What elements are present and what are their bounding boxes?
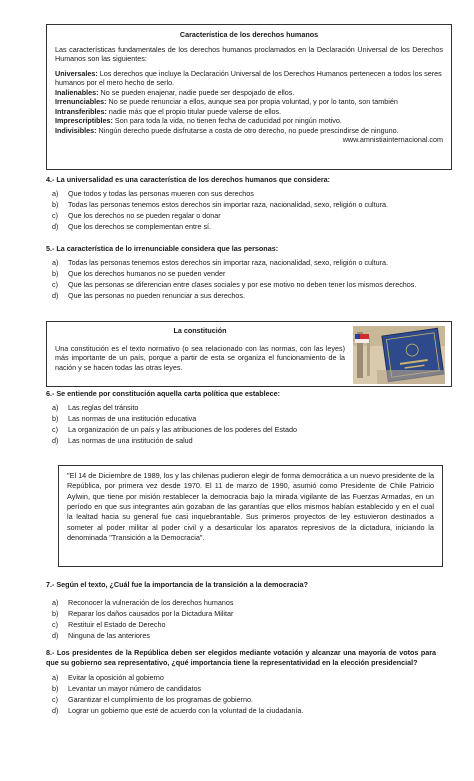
question-4-options (46, 189, 436, 232)
transition-quote-box (58, 465, 443, 567)
option-letter: a) (52, 188, 59, 198)
question-8-options (46, 673, 436, 716)
definition-text: Ningún derecho puede disfrutarse a costa de otro derecho, no puede prescindirse de ninguno. (96, 125, 399, 135)
option-text: Todas las personas tenemos estos derechos sin importar raza, nacionalidad, sexo, religión o cultura. (68, 199, 389, 209)
definition-irrenunciables (55, 97, 443, 107)
rights-box-title: Característica de los derechos humanos (179, 30, 319, 39)
definition-indivisibles (55, 126, 443, 136)
option-letter: b) (52, 268, 59, 278)
definition-term: Universales: (55, 68, 98, 78)
rights-definition-list (55, 69, 443, 136)
option-5d[interactable] (46, 291, 436, 301)
constitution-book-illustration (353, 326, 445, 384)
option-letter: a) (52, 673, 59, 682)
question-8-text: 8.- Los presidentes de la República deben ser elegidos mediante votación y alcanzar una mayoría de votos para que su gobierno sea representativo, ¿qué importancia tiene la representatividad en la elección presidencial? (46, 648, 436, 667)
option-letter: b) (52, 608, 59, 618)
option-letter: b) (52, 684, 59, 693)
constitution-book-image (353, 326, 445, 384)
option-text: Las normas de una institución de salud (68, 435, 193, 445)
question-6-text: 6.- Se entiende por constitución aquella carta política que establece: (46, 389, 281, 398)
option-7c[interactable] (46, 620, 436, 630)
question-5-text: 5.- La característica de lo irrenunciable considera que las personas: (46, 244, 279, 253)
definition-text: Son para toda la vida, no tienen fecha de caducidad por ningún motivo. (112, 116, 342, 125)
option-4d[interactable] (46, 222, 436, 232)
option-5b[interactable] (46, 269, 436, 279)
question-7 (46, 580, 436, 642)
source-website: www.amnistiainternacional.com (342, 135, 443, 144)
constitution-box (46, 321, 452, 387)
option-letter: d) (52, 435, 59, 445)
option-6a[interactable] (46, 403, 436, 413)
option-text: Reparar los daños causados por la Dictadura Militar (68, 608, 234, 618)
option-8c[interactable] (46, 695, 436, 705)
question-7-options (46, 598, 436, 641)
option-text: Las reglas del tránsito (68, 402, 139, 412)
option-text: Las normas de una institución educativa (68, 413, 197, 423)
option-letter: d) (52, 630, 59, 640)
definition-imprescriptibles (55, 116, 443, 126)
option-text: Todas las personas tenemos estos derechos sin importar raza, nacionalidad, sexo, religión o cultura. (68, 257, 389, 267)
definition-text: No se pueden enajenar, nadie puede ser despojado de ellos. (98, 87, 295, 97)
option-8d[interactable] (46, 706, 436, 716)
option-7d[interactable] (46, 631, 436, 641)
option-8a[interactable] (46, 673, 436, 683)
definition-term: Intransferibles: (55, 106, 107, 116)
option-letter: a) (52, 402, 59, 412)
rights-box-intro: Las características fundamentales de los derechos humanos proclamados en la Declaración Universal de los Derechos Humanos son las siguientes: (55, 44, 443, 63)
definition-term: Indivisibles: (55, 125, 97, 135)
question-7-text: 7.- Según el texto, ¿Cuál fue la importancia de la transición a la democracia? (46, 580, 309, 589)
option-letter: c) (52, 210, 58, 220)
option-letter: d) (52, 221, 59, 231)
option-text: Garantizar el cumplimiento de los programas de gobierno. (68, 695, 253, 704)
option-text: Levantar un mayor número de candidatos (68, 684, 202, 693)
option-6b[interactable] (46, 414, 436, 424)
definition-text: No se puede renunciar a ellos, aunque sea por propia voluntad, y por lo tanto, son también (106, 97, 398, 106)
option-text: Que los derechos no se pueden regalar o donar (68, 210, 221, 220)
option-text: Reconocer la vulneración de los derechos humanos (68, 597, 234, 607)
definition-text: nadie más que el propio titular puede valerse de ellos. (106, 106, 282, 116)
option-text: Ninguna de las anteriores (68, 630, 150, 640)
definition-text: Los derechos que incluye la Declaración Universal de los Derechos Humanos pertenecen a todos los seres humanos por el mero hecho de serlo. (55, 68, 442, 87)
definition-term: Imprescriptibles: (55, 116, 113, 125)
rights-box (46, 24, 452, 170)
option-8b[interactable] (46, 684, 436, 694)
option-letter: b) (52, 199, 59, 209)
option-text: La organización de un país y las atribuciones de los poderes del Estado (68, 424, 297, 434)
option-5c[interactable] (46, 280, 436, 290)
option-letter: c) (52, 279, 58, 289)
option-letter: c) (52, 424, 58, 434)
option-5a[interactable] (46, 258, 436, 268)
option-letter: c) (52, 695, 58, 704)
option-letter: d) (52, 290, 59, 300)
definition-term: Irrenunciables: (55, 97, 107, 106)
transition-quote-text: "El 14 de Diciembre de 1989, los y las chilenas pudieron elegir de forma democrática a un nuevo presidente de la República, por primera vez desde 1970. El 11 de marzo de 1990, asumió como Presidente de Chile Patricio Aylwin, que tiene por misión restablecer la democracia bajo la mirada vigilante de las Fuerzas Armadas, en un período en que sus integrantes aún gozaban de las garantías que ellos mismos habían establecido y en el cual la lealtad hacia su general fue casi inquebrantable. Sus primeros proyectos de ley estuvieron destinados a someter al poder militar al poder civil y a desarticular los aparatos represivos de la dictadura, iniciando la denominada "Transición a la Democracia". (67, 471, 434, 543)
option-4b[interactable] (46, 200, 436, 210)
constitution-box-text: Una constitución es el texto normativo (o sea relacionado con las normas, con las leyes) más importante de un país, porque a partir de esta se organiza el funcionamiento de la nación y se hacen todas las otras leyes. (55, 343, 345, 372)
option-7b[interactable] (46, 609, 436, 619)
option-6d[interactable] (46, 436, 436, 446)
question-4 (46, 175, 436, 233)
question-8 (46, 648, 436, 717)
option-text: Que los derechos humanos no se pueden vender (68, 268, 226, 278)
definition-intransferibles (55, 107, 443, 117)
option-text: Que las personas no pueden renunciar a sus derechos. (68, 290, 246, 300)
option-4c[interactable] (46, 211, 436, 221)
option-7a[interactable] (46, 598, 436, 608)
question-6 (46, 389, 436, 447)
option-text: Que todos y todas las personas mueren con sus derechos (68, 188, 254, 198)
option-4a[interactable] (46, 189, 436, 199)
option-letter: b) (52, 413, 59, 423)
definition-universales (55, 69, 443, 88)
option-letter: d) (52, 706, 59, 715)
option-letter: c) (52, 619, 58, 629)
option-6c[interactable] (46, 425, 436, 435)
constitution-box-title: La constitución (173, 326, 227, 335)
question-4-text: 4.- La universalidad es una característica de los derechos humanos que considera: (46, 175, 331, 184)
option-text: Evitar la oposición al gobierno (68, 673, 164, 682)
option-text: Que las personas se diferencian entre clases sociales y por ese motivo no deben tener los mismos derechos. (68, 279, 417, 289)
option-letter: a) (52, 257, 59, 267)
question-6-options (46, 403, 436, 446)
option-text: Que los derechos se complementan entre sí. (68, 221, 212, 231)
option-letter: a) (52, 597, 59, 607)
question-5 (46, 244, 436, 302)
option-text: Restituir el Estado de Derecho (68, 619, 166, 629)
option-text: Lograr un gobierno que esté de acuerdo con la voluntad de la ciudadanía. (68, 706, 304, 715)
question-5-options (46, 258, 436, 301)
definition-term: Inalienables: (55, 87, 99, 97)
definition-inalienables (55, 88, 443, 98)
